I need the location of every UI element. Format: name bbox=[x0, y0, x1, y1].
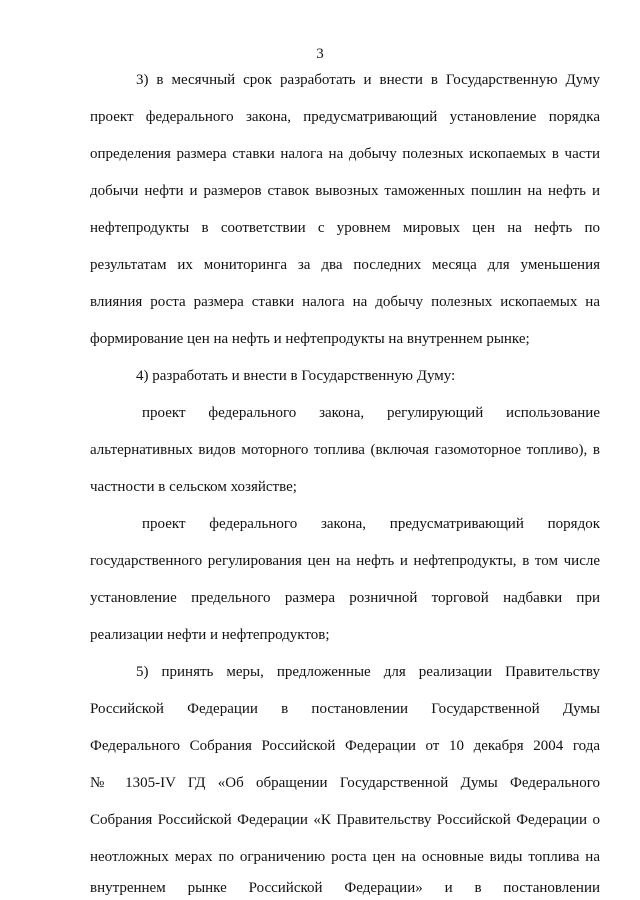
text-line: установление предельного размера розничной торговой надбавки при bbox=[90, 590, 600, 606]
text-line: Российской Федерации в постановлении Государственной Думы bbox=[90, 701, 600, 717]
text-line: результатам их мониторинга за два последних месяца для уменьшения bbox=[90, 257, 600, 273]
text-line: Федерального Собрания Российской Федерации от 10 декабря 2004 года bbox=[90, 738, 600, 754]
text-line: 4) разработать и внести в Государственную Думу: bbox=[136, 368, 456, 384]
text-line: внутреннем рынке Российской Федерации» и в постановлении bbox=[90, 880, 600, 896]
text-line: № 1305-IV ГД «Об обращении Государственной Думы Федерального bbox=[90, 775, 600, 791]
text-line: формирование цен на нефть и нефтепродукты на внутреннем рынке; bbox=[90, 331, 530, 347]
text-line: проект федерального закона, предусматривающий установление порядка bbox=[90, 109, 600, 125]
text-line: альтернативных видов моторного топлива (включая газомоторное топливо), в bbox=[90, 442, 600, 458]
text-line: частности в сельском хозяйстве; bbox=[90, 479, 297, 495]
text-line: 5) принять меры, предложенные для реализации Правительству bbox=[136, 664, 600, 680]
text-line: проект федерального закона, предусматривающий порядок bbox=[142, 516, 600, 532]
text-line: 3) в месячный срок разработать и внести в Государственную Думу bbox=[136, 72, 600, 88]
text-line: определения размера ставки налога на добычу полезных ископаемых в части bbox=[90, 146, 600, 162]
text-line: реализации нефти и нефтепродуктов; bbox=[90, 627, 330, 643]
text-line: нефтепродукты в соответствии с уровнем мировых цен на нефть по bbox=[90, 220, 600, 236]
text-line: Собрания Российской Федерации «К Правительству Российской Федерации о bbox=[90, 812, 600, 828]
text-line: влияния роста размера ставки налога на добычу полезных ископаемых на bbox=[90, 294, 600, 310]
text-line: проект федерального закона, регулирующий использование bbox=[142, 405, 600, 421]
text-line: добычи нефти и размеров ставок вывозных таможенных пошлин на нефть и bbox=[90, 183, 600, 199]
page-number: 3 bbox=[316, 46, 324, 62]
text-line: государственного регулирования цен на нефть и нефтепродукты, в том числе bbox=[90, 553, 600, 569]
text-line: неотложных мерах по ограничению роста цен на основные виды топлива на bbox=[90, 849, 600, 865]
